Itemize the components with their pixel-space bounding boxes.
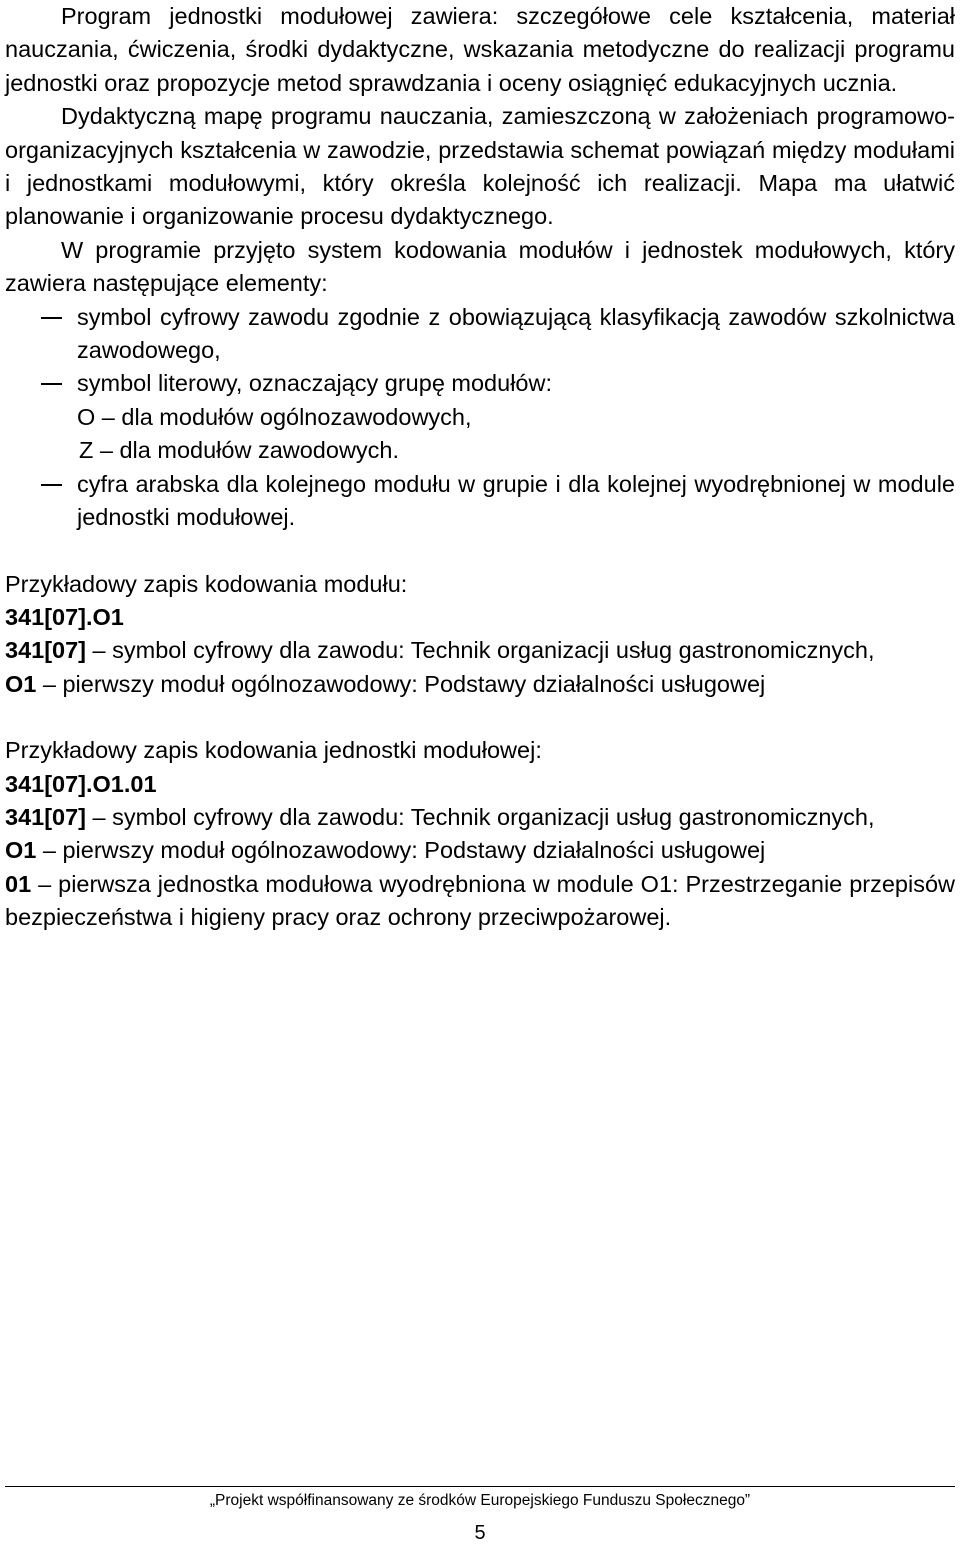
list-item-text: symbol cyfrowy zawodu zgodnie z obowiązującą klasyfikacją zawodów szkolnictwa zawodowego, bbox=[77, 303, 955, 364]
module-example-line bbox=[5, 634, 955, 667]
module-example-code: 341[07].O1 bbox=[5, 603, 124, 630]
list-subitem bbox=[5, 434, 955, 467]
unit-example-code: 341[07].O1.01 bbox=[5, 770, 157, 797]
document-page bbox=[5, 0, 955, 935]
module-example-line bbox=[5, 668, 955, 701]
code-description: – pierwsza jednostka modułowa wyodrębniona w module O1: Przestrzeganie przepisów bezpieczeństwa i higieny pracy oraz ochrony przeciwpożarowej. bbox=[5, 870, 955, 931]
list-subitem-text: O – dla modułów ogólnozawodowych, bbox=[77, 403, 472, 430]
unit-example-line bbox=[5, 868, 955, 935]
list-item-text: cyfra arabska dla kolejnego modułu w grupie i dla kolejnej wyodrębnionej w module jednostki modułowej. bbox=[77, 470, 955, 531]
paragraph-coding-system: W programie przyjęto system kodowania modułów i jednostek modułowych, który zawiera następujące elementy: bbox=[5, 236, 955, 297]
paragraph-program-contents: Program jednostki modułowej zawiera: szczegółowe cele kształcenia, materiał nauczania, ćwiczenia, środki dydaktyczne, wskazania metodyczne do realizacji programu jednostki oraz propozycje metod sprawdzania i oceny osiągnięć edukacyjnych ucznia. bbox=[5, 3, 955, 96]
dash-bullet-icon bbox=[41, 484, 62, 486]
list-subitem-text: Z – dla modułów zawodowych. bbox=[79, 437, 400, 464]
page-number: 5 bbox=[474, 1522, 486, 1544]
code-label: 341[07] bbox=[5, 637, 86, 664]
list-item bbox=[5, 301, 955, 368]
code-description: – pierwszy moduł ogólnozawodowy: Podstawy działalności usługowej bbox=[36, 670, 766, 697]
unit-example-line bbox=[5, 834, 955, 867]
dash-bullet-icon bbox=[41, 317, 62, 319]
code-label: O1 bbox=[5, 670, 37, 697]
code-label: 01 bbox=[5, 870, 32, 897]
dash-bullet-icon bbox=[41, 383, 62, 385]
list-item bbox=[5, 468, 955, 535]
code-description: – symbol cyfrowy dla zawodu: Technik organizacji usług gastronomicznych, bbox=[86, 803, 875, 830]
code-label: 341[07] bbox=[5, 803, 86, 830]
module-example-heading: Przykładowy zapis kodowania modułu: bbox=[5, 570, 408, 597]
list-subitem bbox=[5, 401, 955, 434]
unit-example-line bbox=[5, 801, 955, 834]
list-item bbox=[5, 367, 955, 400]
code-description: – symbol cyfrowy dla zawodu: Technik organizacji usług gastronomicznych, bbox=[86, 637, 875, 664]
list-item-text: symbol literowy, oznaczający grupę modułów: bbox=[77, 370, 552, 397]
unit-example-heading: Przykładowy zapis kodowania jednostki modułowej: bbox=[5, 737, 542, 764]
code-description: – pierwszy moduł ogólnozawodowy: Podstawy działalności usługowej bbox=[36, 837, 766, 864]
page-footer bbox=[5, 1486, 955, 1511]
paragraph-didactic-map: Dydaktyczną mapę programu nauczania, zamieszczoną w założeniach programowo-organizacyjnych kształcenia w zawodzie, przedstawia schemat powiązań między modułami i jednostkami modułowymi, który określa kolejność ich realizacji. Mapa ma ułatwić planowanie i organizowanie procesu dydaktycznego. bbox=[5, 103, 955, 230]
footer-text: „Projekt współfinansowany ze środków Europejskiego Funduszu Społecznego” bbox=[209, 1492, 751, 1509]
code-label: O1 bbox=[5, 837, 37, 864]
coding-elements-list bbox=[5, 301, 955, 535]
